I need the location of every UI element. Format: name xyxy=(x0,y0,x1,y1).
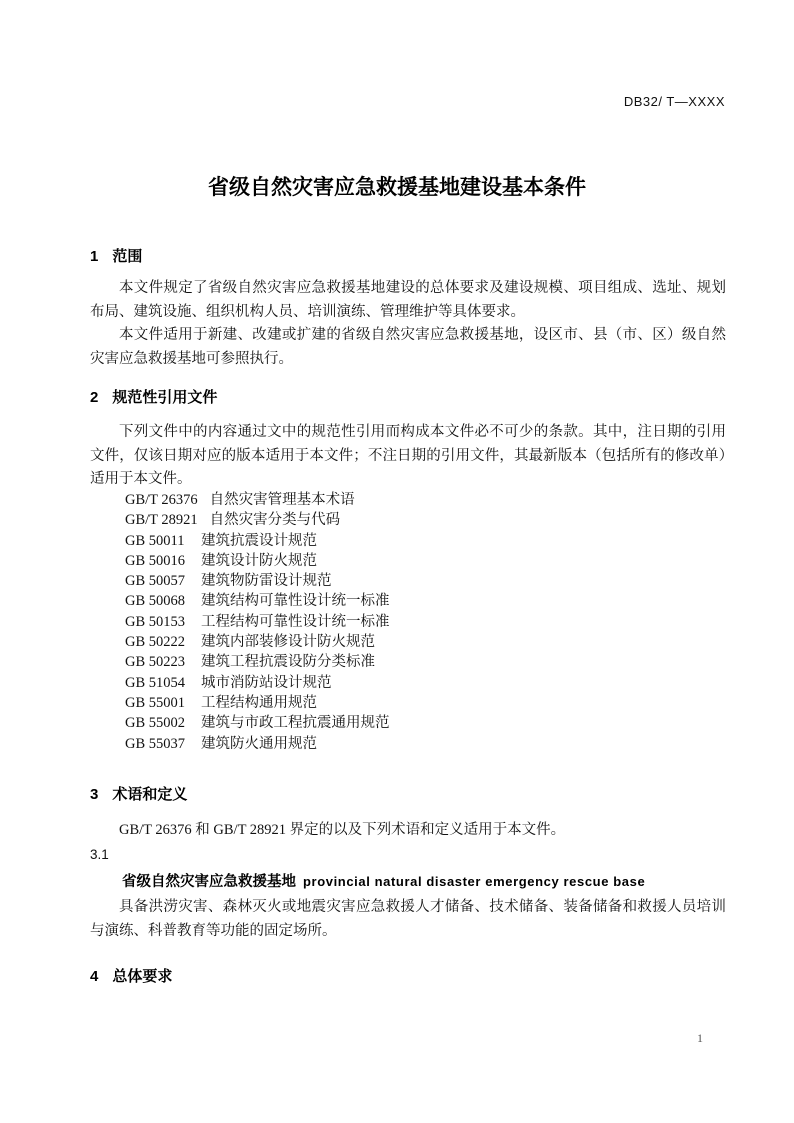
reference-title: 建筑设计防火规范 xyxy=(201,552,317,569)
reference-item xyxy=(125,571,725,591)
reference-title: 工程结构可靠性设计统一标准 xyxy=(201,613,390,630)
reference-item xyxy=(125,734,725,754)
document-title: 省级自然灾害应急救援基地建设基本条件 xyxy=(208,176,586,199)
term-entry xyxy=(90,870,726,891)
reference-code: GB 55001 xyxy=(125,694,186,711)
page-number: 1 xyxy=(697,1031,703,1045)
section-label: 总体要求 xyxy=(112,968,173,985)
section-label: 规范性引用文件 xyxy=(112,389,218,406)
section-number: 3 xyxy=(90,786,99,803)
reference-item xyxy=(125,713,725,733)
reference-title: 建筑防火通用规范 xyxy=(201,735,317,752)
reference-code: GB 50223 xyxy=(125,654,186,671)
term-definition: 具备洪涝灾害、森林灭火或地震灾害应急救援人才储备、技术储备、装备储备和救援人员培训与演练、科普教育等功能的固定场所。 xyxy=(90,899,726,939)
scope-paragraph-2: 本文件适用于新建、改建或扩建的省级自然灾害应急救援基地，设区市、县（市、区）级自然灾害应急救援基地可参照执行。 xyxy=(90,327,726,367)
reference-code: GB 50153 xyxy=(125,613,186,630)
section-heading-general-requirements xyxy=(90,965,725,986)
reference-title: 建筑物防雷设计规范 xyxy=(201,573,332,590)
reference-item xyxy=(125,490,725,510)
reference-code: GB/T 26376 xyxy=(125,492,198,508)
reference-title: 建筑抗震设计规范 xyxy=(201,532,317,549)
reference-code: GB/T 28921 xyxy=(125,512,198,529)
reference-item xyxy=(125,652,725,672)
reference-code: GB 50057 xyxy=(125,573,186,590)
reference-code: GB 55002 xyxy=(125,715,186,732)
reference-title: 城市消防站设计规范 xyxy=(201,674,332,691)
reference-title: 建筑内部装修设计防火规范 xyxy=(201,634,375,651)
reference-code: GB 51054 xyxy=(125,674,186,691)
reference-item xyxy=(125,612,725,632)
reference-item xyxy=(125,531,725,551)
term-name-en: provincial natural disaster emergency rescue base xyxy=(303,874,646,889)
reference-item xyxy=(125,673,725,693)
reference-code: GB 50068 xyxy=(125,593,186,610)
reference-code: GB 50222 xyxy=(125,634,186,651)
reference-title: 自然灾害分类与代码 xyxy=(209,512,341,529)
reference-code: GB 50011 xyxy=(125,532,185,549)
document-code: DB32/ T—XXXX xyxy=(623,94,725,109)
reference-title: 建筑与市政工程抗震通用规范 xyxy=(201,715,390,732)
scope-paragraph-1: 本文件规定了省级自然灾害应急救援基地建设的总体要求及建设规模、项目组成、选址、规划布局、建筑设施、组织机构人员、培训演练、管理维护等具体要求。 xyxy=(90,280,726,320)
section-heading-scope xyxy=(90,245,725,266)
section-number: 2 xyxy=(90,389,99,406)
reference-title: 建筑结构可靠性设计统一标准 xyxy=(201,593,390,610)
reference-title: 工程结构通用规范 xyxy=(201,694,317,711)
normative-references-intro: 下列文件中的内容通过文中的规范性引用而构成本文件必不可少的条款。其中，注日期的引用文件，仅该日期对应的版本适用于本文件；不注日期的引用文件，其最新版本（包括所有的修改单）适用于本文件。 xyxy=(90,424,726,487)
terms-intro: GB/T 26376 和 GB/T 28921 界定的以及下列术语和定义适用于本文件。 xyxy=(119,822,566,838)
reference-code: GB 55037 xyxy=(125,735,186,752)
reference-item xyxy=(125,632,725,652)
reference-item xyxy=(125,693,725,713)
term-number: 3.1 xyxy=(90,847,109,862)
section-number: 1 xyxy=(90,248,99,265)
term-name-zh: 省级自然灾害应急救援基地 xyxy=(122,874,296,890)
normative-references-list xyxy=(125,490,725,754)
reference-title: 建筑工程抗震设防分类标准 xyxy=(201,654,375,671)
section-heading-terms xyxy=(90,783,725,804)
reference-title: 自然灾害管理基本术语 xyxy=(209,492,355,508)
reference-item xyxy=(125,510,725,530)
reference-item xyxy=(125,551,725,571)
section-number: 4 xyxy=(90,968,99,985)
reference-item xyxy=(125,591,725,611)
section-heading-normative-references xyxy=(90,386,725,407)
reference-code: GB 50016 xyxy=(125,552,186,569)
section-label: 术语和定义 xyxy=(112,786,188,803)
section-label: 范围 xyxy=(112,248,143,265)
